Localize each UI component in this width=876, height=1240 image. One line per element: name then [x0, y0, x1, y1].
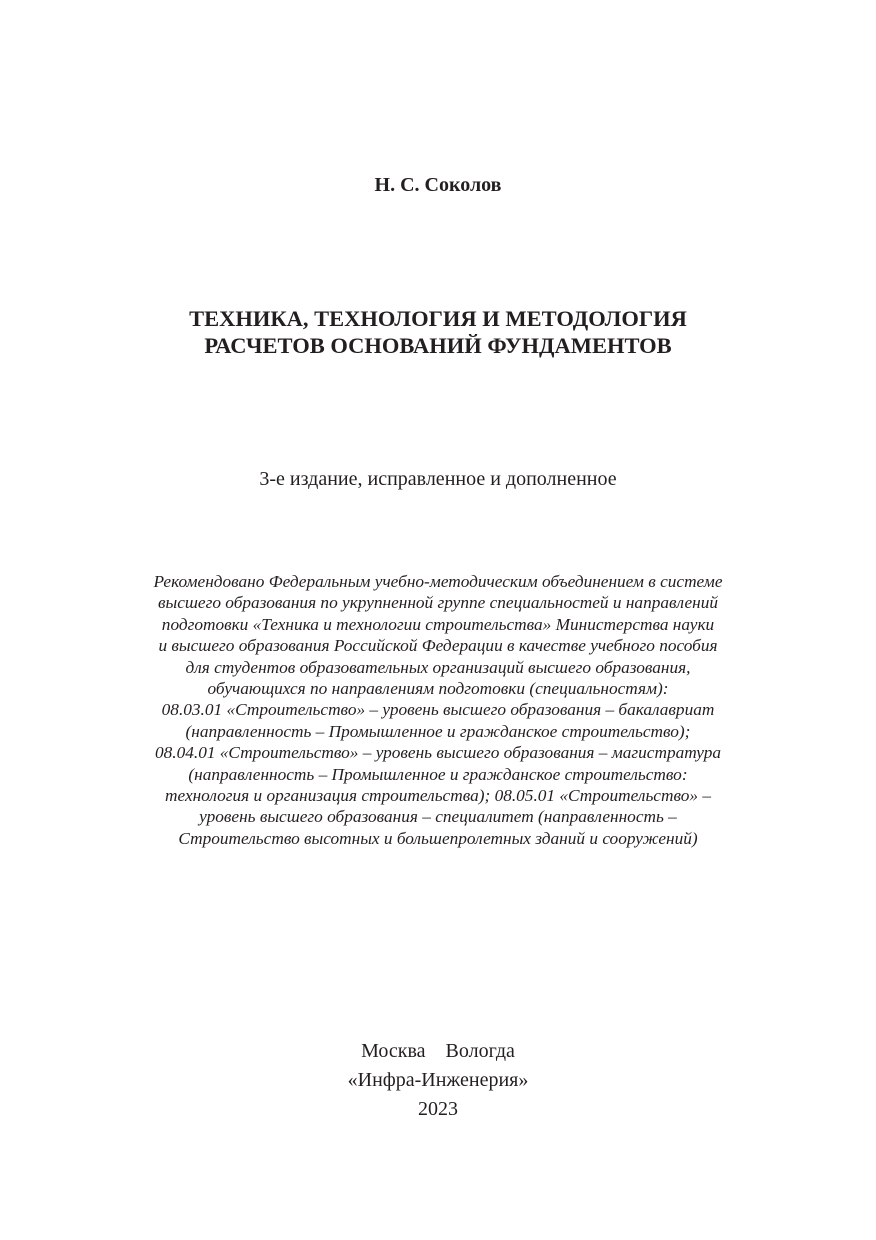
book-title-line: РАСЧЕТОВ ОСНОВАНИЙ ФУНДАМЕНТОВ — [204, 333, 672, 358]
publisher-imprint — [0, 1037, 876, 1124]
recommendation-line: Рекомендовано Федеральным учебно-методическим объединением в системе — [153, 572, 723, 591]
recommendation-line: Строительство высотных и большепролетных зданий и сооружений) — [178, 828, 698, 848]
recommendation-line: и высшего образования Российской Федерации в качестве учебного пособия — [158, 636, 718, 656]
publisher-name: «Инфра-Инженерия» — [347, 1069, 529, 1091]
recommendation-line: (направленность – Промышленное и гражданское строительство); — [185, 721, 691, 741]
recommendation-line: обучающихся по направлениям подготовки (специальностям): — [207, 679, 669, 699]
recommendation-line: подготовки «Техника и технологии строительства» Министерства науки — [161, 614, 715, 634]
recommendation-line: (направленность – Промышленное и гражданское строительство: — [188, 764, 688, 784]
author-name: Н. С. Соколов — [374, 174, 502, 196]
recommendation-line: высшего образования по укрупненной группе специальностей и направлений — [158, 593, 718, 613]
publication-year: 2023 — [418, 1098, 458, 1120]
recommendation-line: технология и организация строительства); 08.05.01 «Строительство» – — [165, 786, 711, 806]
recommendation-line: уровень высшего образования – специалитет (направленность – — [199, 807, 677, 827]
publication-cities: Москва Вологда — [361, 1040, 515, 1062]
recommendation-line: 08.03.01 «Строительство» – уровень высшего образования – бакалавриат — [161, 700, 715, 720]
book-title — [0, 305, 876, 359]
recommendation-line: для студентов образовательных организаций высшего образования, — [185, 657, 691, 677]
recommendation-line: 08.04.01 «Строительство» – уровень высшего образования – магистратура — [154, 743, 722, 763]
book-title-line: ТЕХНИКА, ТЕХНОЛОГИЯ И МЕТОДОЛОГИЯ — [189, 306, 687, 331]
edition-statement: 3-е издание, исправленное и дополненное — [259, 468, 617, 490]
recommendation-text — [0, 571, 876, 849]
